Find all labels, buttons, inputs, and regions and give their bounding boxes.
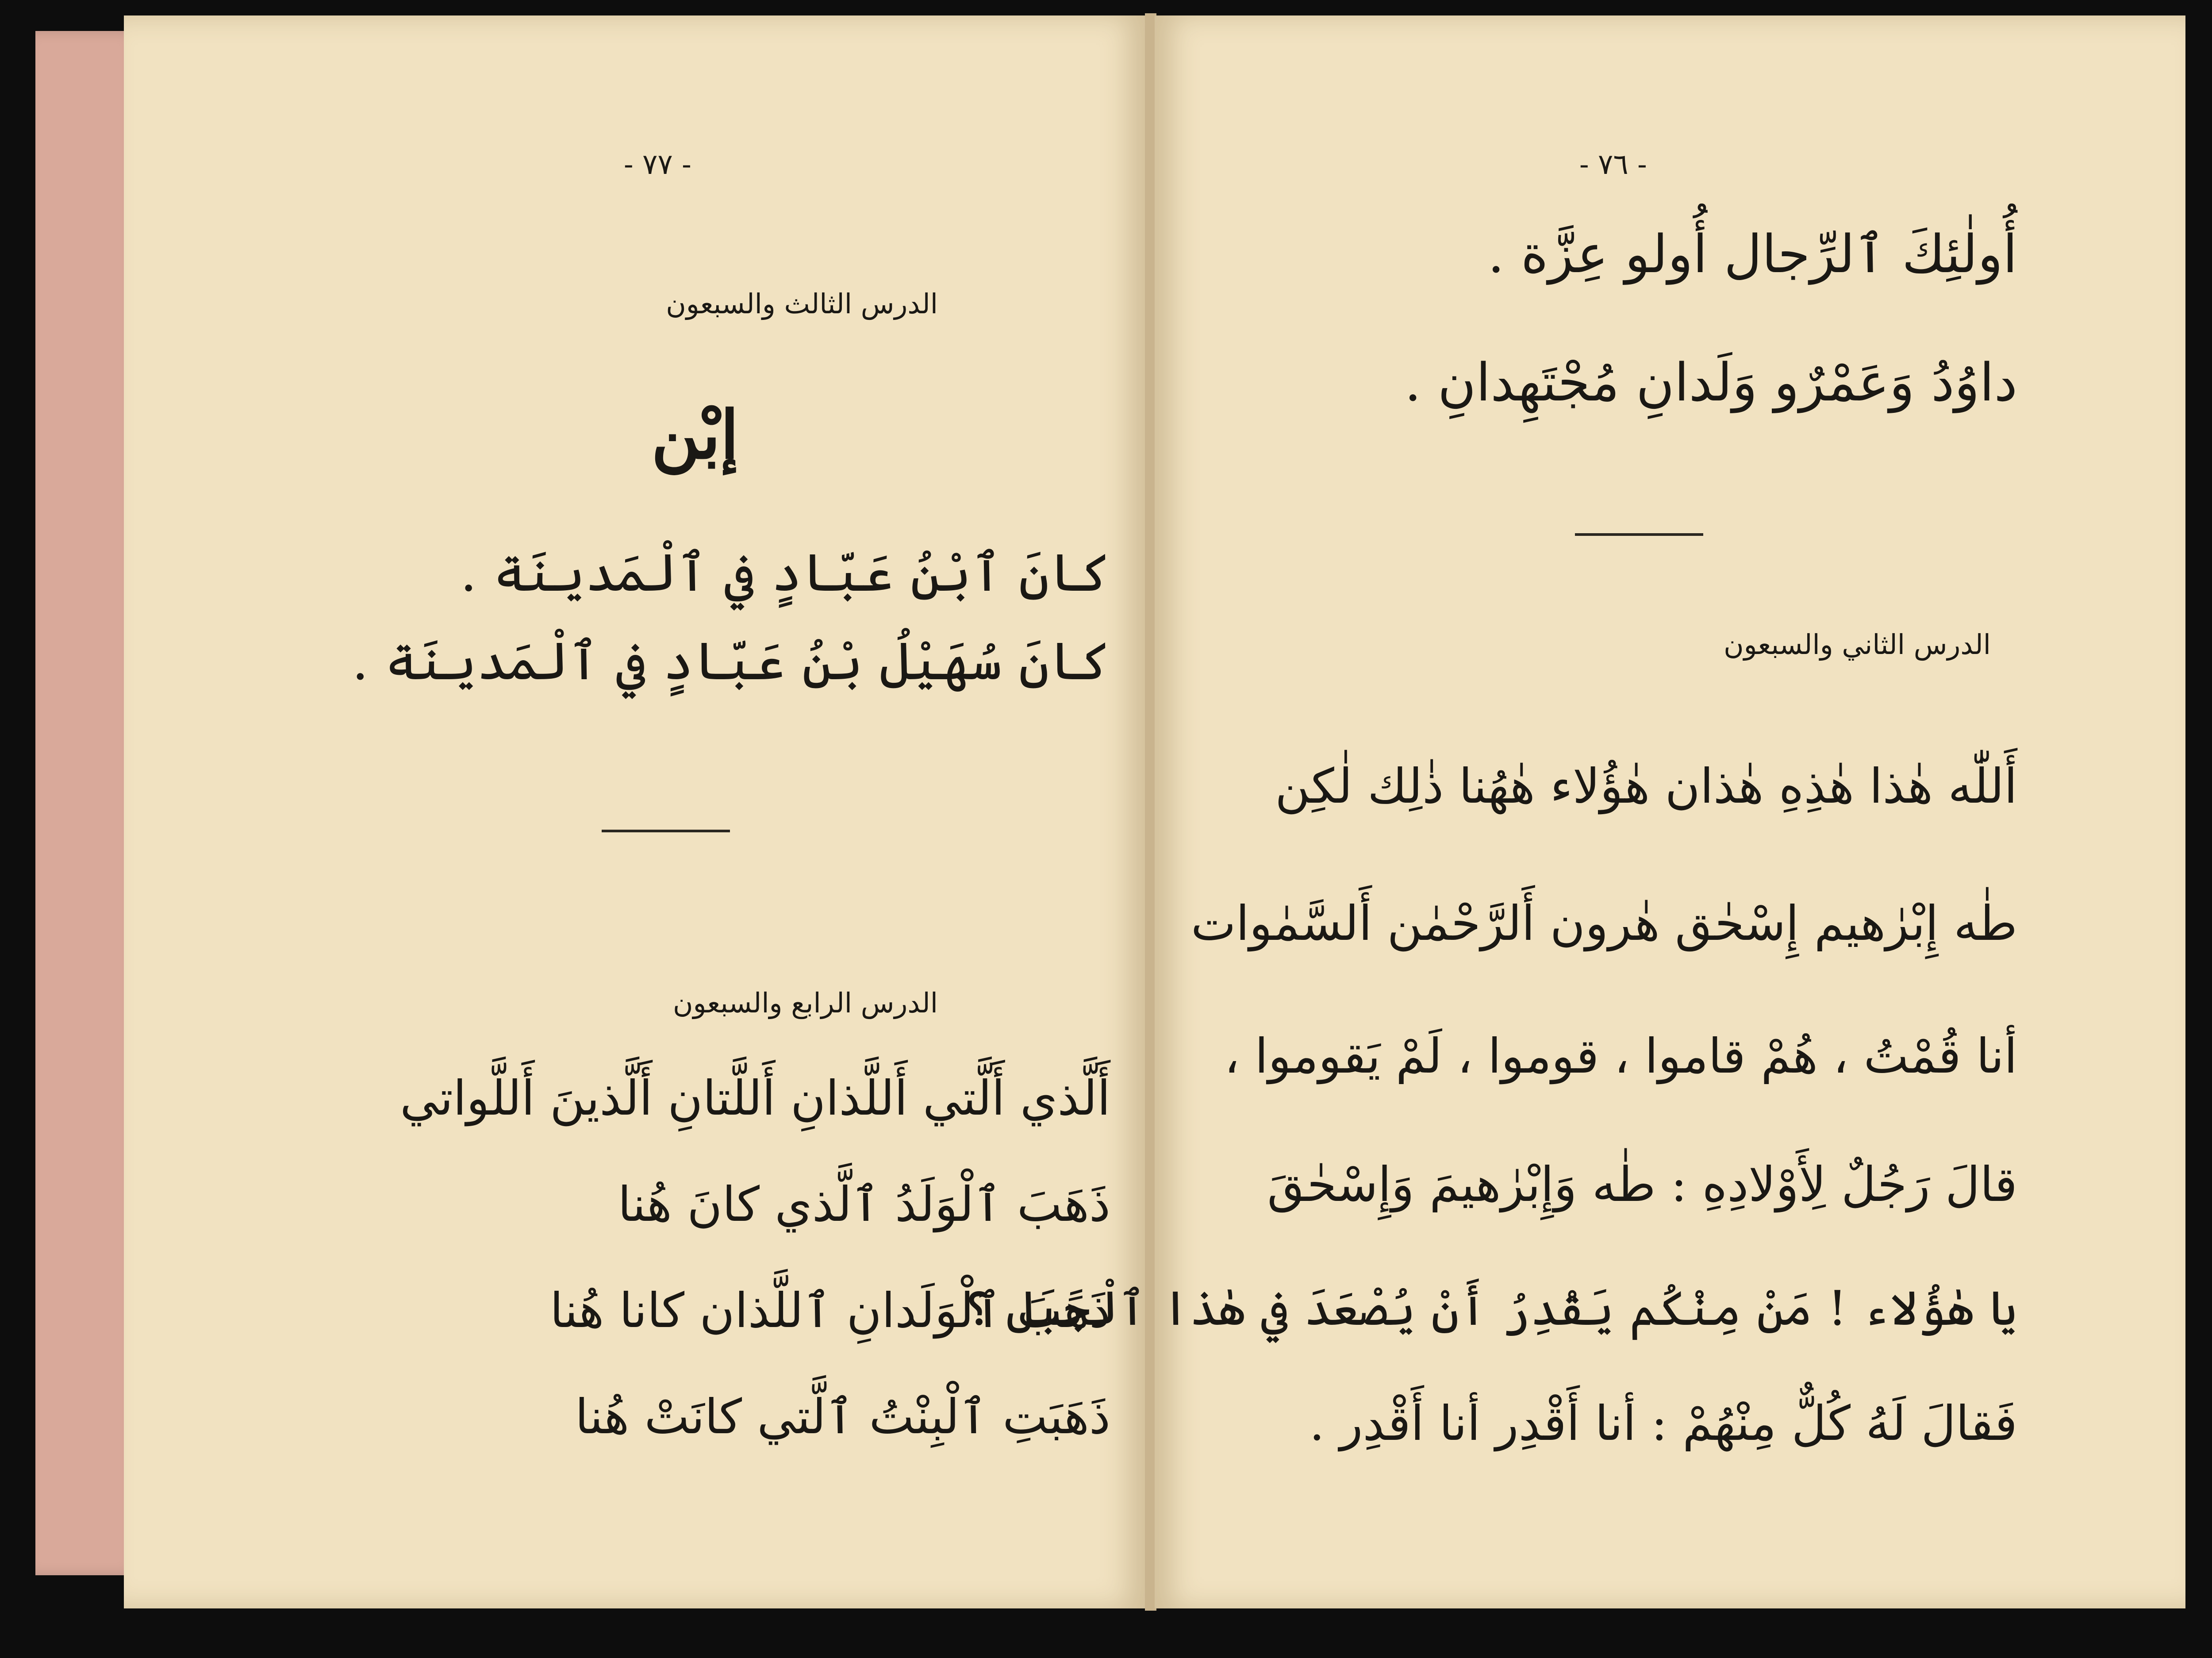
lesson-72-line-6: فَقالَ لَهُ كُلٌّ مِنْهُمْ : أنا أَقْدِر أنا أَقْدِر .: [1309, 1396, 2017, 1451]
lesson-72-line-4: قالَ رَجُلٌ لِأَوْلادِهِ : طٰه وَإِبْرٰهيمَ وَإِسْحٰقَ: [1267, 1157, 2017, 1212]
lesson-73-title: إبْن: [651, 396, 739, 474]
lesson-72-line-3: أنا قُمْتُ ، هُمْ قاموا ، قوموا ، لَمْ يَقوموا ،: [1224, 1029, 2017, 1084]
lesson-72-line-1: أَللّٰه هٰذا هٰذِهِ هٰذان هٰؤُلاء هٰهُنا ذٰلِك لٰكِن: [1275, 759, 2017, 814]
lesson-74-line-3: ذَهَبَ ٱلْوَلَدانِ ٱللَّذان كانا هُنا: [550, 1283, 1110, 1339]
lesson-73-heading: الدرس الثالث والسبعون: [666, 288, 938, 320]
lesson-74-line-4: ذَهَبَتِ ٱلْبِنْتُ ٱلَّتي كانَتْ هُنا: [575, 1389, 1110, 1445]
page-number-77: - ٧٧ -: [624, 148, 691, 181]
section-divider: [602, 830, 730, 832]
lesson-74-line-2: ذَهَبَ ٱلْوَلَدُ ٱلَّذي كانَ هُنا: [618, 1177, 1110, 1232]
lesson-72-line-2: طٰه إِبْرٰهيم إِسْحٰق هٰرون أَلرَّحْمٰن أَلسَّمٰوات: [1191, 896, 2017, 951]
lesson-72-heading: الدرس الثاني والسبعون: [1724, 628, 1991, 661]
page-number-76: - ٧٦ -: [1579, 148, 1647, 181]
lesson-73-line-1: كانَ ٱبْنُ عَبّادٍ في ٱلْمَدينَة .: [460, 542, 1110, 603]
lesson-72-line-5: يا هٰؤُلاء ! مَنْ مِنْكُم يَقْدِرُ أَنْ يُصْعَدَ في هٰذا ٱلْجَبَل ؟: [963, 1281, 2017, 1336]
left-page: [124, 15, 1146, 1608]
lesson-74-line-1: أَلَّذي أَلَّتي أَللَّذانِ أَللَّتانِ أَلَّذينَ أَللَّواتي: [400, 1071, 1110, 1126]
top-line-1: أُولٰئِكَ ٱلرِّجال أُولو عِزَّة .: [1487, 223, 2017, 285]
lesson-74-heading: الدرس الرابع والسبعون: [672, 987, 938, 1019]
lesson-73-line-2: كانَ سُهَيْلُ بْنُ عَبّادٍ في ٱلْمَدينَة .: [352, 631, 1110, 692]
top-line-2: داوُدُ وَعَمْرٌو وَلَدانِ مُجْتَهِدانِ .: [1404, 352, 2017, 413]
right-page: [963, 15, 2185, 1608]
section-divider: [1575, 533, 1703, 536]
